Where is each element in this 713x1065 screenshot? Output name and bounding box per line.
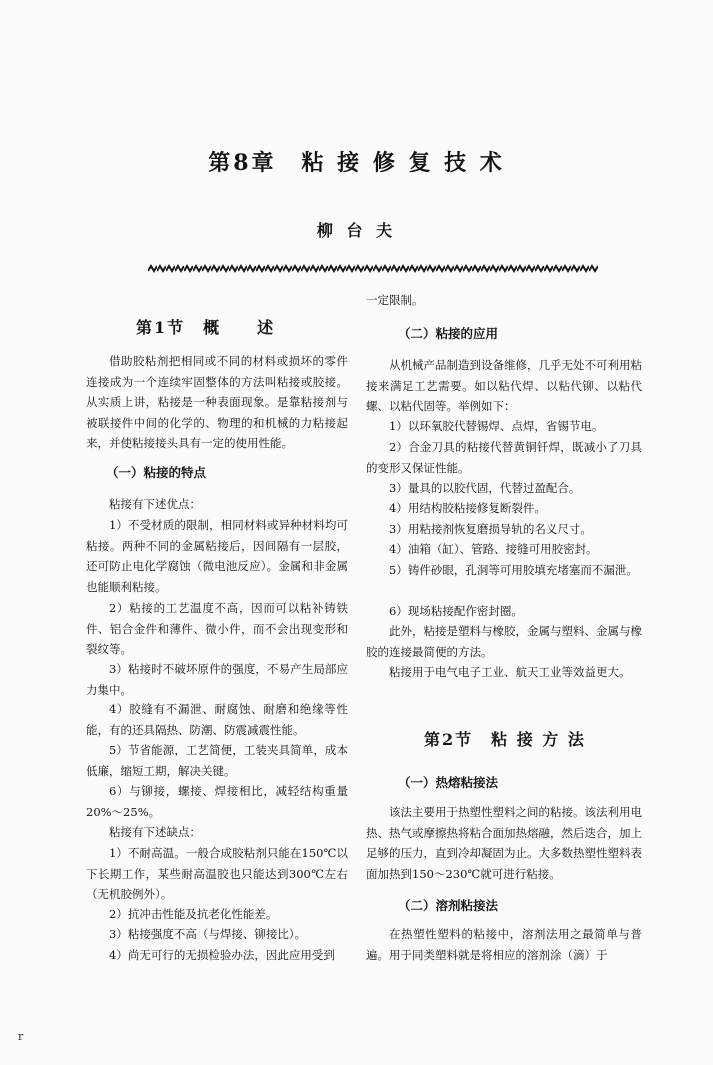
advantage-3: 3）粘接时不破坏原件的强度，不易产生局部应力集中。 xyxy=(86,662,348,697)
disadvantage-1: 1）不耐高温。一般合成胶粘剂只能在150℃以下长期工作，某些耐高温胶也只能达到300℃左右（无机胶例外）。 xyxy=(86,846,348,901)
advantage-6: 6）与铆接，螺接、焊接相比，减轻结构重量20%～25%。 xyxy=(86,784,348,819)
subsection-solvent-heading: （二）溶剂粘接法 xyxy=(398,898,499,913)
intro-paragraph: 借助胶粘剂把相同或不同的材料或损坏的零件连接成为一个连续牢固整体的方法叫粘接或胶接。从实质上讲，粘接是一种表面现象。是靠粘接剂与被联接件中间的化学的、物理的和机械的力粘接起来，并使粘接接头具有一定的使用性能。 xyxy=(86,354,348,450)
corner-mark: r xyxy=(18,1030,24,1043)
application-3: 3）量具的以胶代固，代替过盈配合。 xyxy=(389,481,581,495)
subsection-application-heading: （二）粘接的应用 xyxy=(398,326,499,341)
disadvantages-lead: 粘接有下述缺点： xyxy=(109,825,201,839)
solvent-paragraph: 在热塑性塑料的粘接中，溶剂法用之最简单与普遍。用于同类塑料就是将相应的溶剂涂（滴）于 xyxy=(366,927,642,962)
application-intro: 从机械产品制造到设备维修，几乎无处不可利用粘接来满足工艺需要。如以粘代焊、以粘代铆、以粘代螺、以粘代固等。举例如下： xyxy=(366,358,642,413)
advantages-lead: 粘接有下述优点： xyxy=(109,497,201,511)
subsection-hot-melt-heading: （一）热熔粘接法 xyxy=(398,775,499,790)
advantage-2: 2）粘接的工艺温度不高，因而可以粘补铸铁件、铝合金件和薄件、微小件，而不会出现变形和裂纹等。 xyxy=(86,601,348,656)
section-2-heading: 第2节 粘 接 方 法 xyxy=(424,730,586,749)
disadvantage-2: 2）抗冲击性能及抗老化性能差。 xyxy=(109,907,278,921)
advantage-4: 4）胶缝有不漏泄、耐腐蚀、耐磨和绝缘等性能，有的还具隔热、防潮、防震减震性能。 xyxy=(86,702,348,737)
application-extra: 此外，粘接是塑料与橡胶，金属与塑料、金属与橡胶的连接最简便的方法。 xyxy=(366,624,642,659)
application-4: 4）用结构胶粘接修复断裂件。 xyxy=(389,501,546,515)
application-6: 4）油箱（缸）、管路、接缝可用胶密封。 xyxy=(389,542,598,556)
advantage-1: 1）不受材质的限制，相同材料或异种材料均可粘接。两种不同的金属粘接后，因间隔有一层胶，还可防止电化学腐蚀（微电池反应）。金属和非金属也能顺利粘接。 xyxy=(86,518,348,594)
hot-melt-paragraph: 该法主要用于热塑性塑料之间的粘接。该法利用电热、热气或摩擦热将粘合面加热熔融，然后迭合，加上足够的压力，直到冷却凝固为止。大多数热塑性塑料表面加热到150～230℃就可进行粘接。 xyxy=(366,805,642,881)
chapter-title: 第8章 粘 接 修 复 技 术 xyxy=(208,150,505,176)
advantage-5: 5）节省能源，工艺简便，工装夹具简单，成本低廉，缩短工期，解决关键。 xyxy=(86,743,348,778)
continuation-text: 一定限制。 xyxy=(366,293,424,307)
decorative-divider xyxy=(148,264,598,273)
subsection-features-heading: （一）粘接的特点 xyxy=(106,465,207,480)
application-5: 3）用粘接剂恢复磨损导轨的名义尺寸。 xyxy=(389,522,592,536)
application-8: 6）现场粘接配作密封圈。 xyxy=(389,604,523,618)
application-fields: 粘接用于电气电子工业、航天工业等效益更大。 xyxy=(389,665,631,679)
application-2: 2）合金刀具的粘接代替黄铜钎焊，既减小了刀具的变形又保证性能。 xyxy=(366,440,642,475)
author-name: 柳 台 夫 xyxy=(316,221,397,240)
application-1: 1）以环氧胶代替锡焊、点焊，省锡节电。 xyxy=(389,419,604,433)
disadvantage-4: 4）尚无可行的无损检验办法，因此应用受到 xyxy=(109,948,335,962)
disadvantage-3: 3）粘接强度不高（与焊接、铆接比）。 xyxy=(109,927,307,941)
application-7: 5）铸件砂眼，孔洞等可用胶填充堵塞而不漏泄。 xyxy=(389,563,638,577)
section-1-heading: 第1节 概 述 xyxy=(136,318,276,337)
